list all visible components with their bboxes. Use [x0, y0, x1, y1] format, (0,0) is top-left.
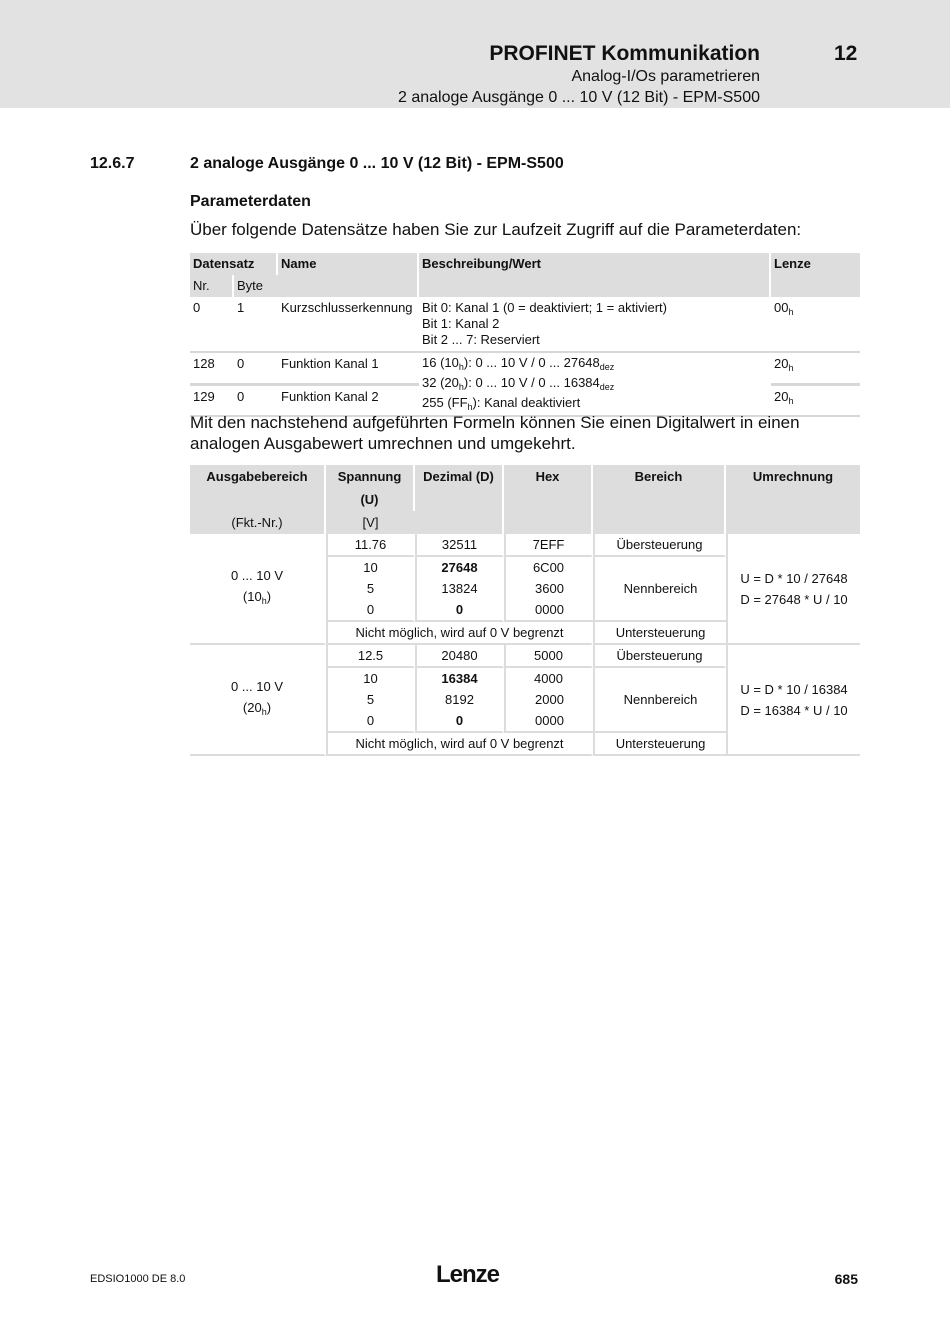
document-id: EDSIO1000 DE 8.0 — [90, 1273, 186, 1285]
table-row: 0 1 Kurzschlusserkennung Bit 0: Kanal 1 (0 = deaktiviert; 1 = aktiviert) Bit 1: Kanal 2 Bit 2 ... 7: Reserviert $00_h$ — [190, 297, 860, 351]
table-row: 128 0 Funktion Kanal 1 16 $(10_h)$: 0 ... 10 V / 0 ... $27648_{dez}$ 32 $(20_h)$: 0 ... 10 V / 0 ... $16384_{dez}$ 255 $(FF_h)$: Kanal deaktiviert $20_h$ — [190, 353, 860, 383]
table-row: 129 0 Funktion Kanal 2 $20_h$ — [190, 386, 860, 415]
subheading: Parameterdaten — [190, 193, 311, 210]
header-byte: Byte — [234, 275, 278, 297]
header-ausgabebereich: Ausgabebereich — [190, 465, 326, 511]
conversion-paragraph: Mit den nachstehend aufgeführten Formeln können Sie einen Digitalwert in einen analogen Ausgabewert umrechnen und umgekehrt. — [190, 413, 800, 453]
table-row: 5 8192 2000 — [190, 689, 860, 710]
conversion-table — [190, 465, 860, 756]
header-spannung: Spannung (U) — [326, 465, 415, 511]
header-nr: Nr. — [190, 275, 234, 297]
table-row: Nicht möglich, wird auf 0 V begrenzt Untersteuerung — [190, 622, 860, 645]
header-dezimal: Dezimal (D) — [415, 465, 504, 534]
function-description: 16 $(10_h)$: 0 ... 10 V / 0 ... $27648_{dez}$ 32 $(20_h)$: 0 ... 10 V / 0 ... $16384_{dez}$ 255 $(FF_h)$: Kanal deaktiviert — [419, 353, 771, 415]
chapter-number: 12 — [834, 42, 858, 65]
section-title: 2 analoge Ausgänge 0 ... 10 V (12 Bit) - EPM-S500 — [190, 155, 564, 172]
page-number: 685 — [834, 1271, 858, 1287]
header-subtitle-2: 2 analoge Ausgänge 0 ... 10 V (12 Bit) - EPM-S500 — [398, 89, 760, 106]
table-row: Nicht möglich, wird auf 0 V begrenzt Untersteuerung — [190, 733, 860, 756]
header-hex: Hex — [504, 465, 593, 534]
header-bereich: Bereich — [593, 465, 726, 534]
parameter-table — [190, 253, 860, 417]
header-datensatz: Datensatz — [190, 253, 278, 275]
table-row: 0 0 0000 — [190, 599, 860, 622]
table-row: 0 0 0000 — [190, 710, 860, 733]
header-lenze: Lenze — [771, 253, 860, 297]
table-row: 10 27648 6C00 Nennbereich — [190, 557, 860, 578]
header-unit: [V] — [326, 511, 415, 534]
table-row: 0 ... 10 V $(20_h)$ 12.5 20480 5000 Übersteuerung U = D * 10 / 16384 D = 16384 * U / 10 — [190, 645, 860, 668]
header-beschreibung: Beschreibung/Wert — [419, 253, 771, 297]
header-title: PROFINET Kommunikation — [489, 42, 760, 65]
intro-text: Über folgende Datensätze haben Sie zur Laufzeit Zugriff auf die Parameterdaten: — [190, 220, 802, 239]
header-name: Name — [278, 253, 419, 297]
table-row: 10 16384 4000 Nennbereich — [190, 668, 860, 689]
table-row: 5 13824 3600 — [190, 578, 860, 599]
header-umrechnung: Umrechnung — [726, 465, 860, 534]
table-row: 0 ... 10 V $(10_h)$ 11.76 32511 7EFF Übersteuerung U = D * 10 / 27648 D = 27648 * U / 10 — [190, 534, 860, 557]
range-cell: 0 ... 10 V $(10_h)$ — [190, 534, 326, 645]
section-number: 12.6.7 — [90, 155, 135, 172]
formula-cell: U = D * 10 / 16384 D = 16384 * U / 10 — [726, 645, 860, 756]
header-fkt: (Fkt.-Nr.) — [190, 511, 326, 534]
header-subtitle-1: Analog-I/Os parametrieren — [571, 68, 760, 85]
range-cell: 0 ... 10 V $(20_h)$ — [190, 645, 326, 756]
lenze-logo: Lenze — [436, 1261, 500, 1288]
formula-cell: U = D * 10 / 27648 D = 27648 * U / 10 — [726, 534, 860, 645]
